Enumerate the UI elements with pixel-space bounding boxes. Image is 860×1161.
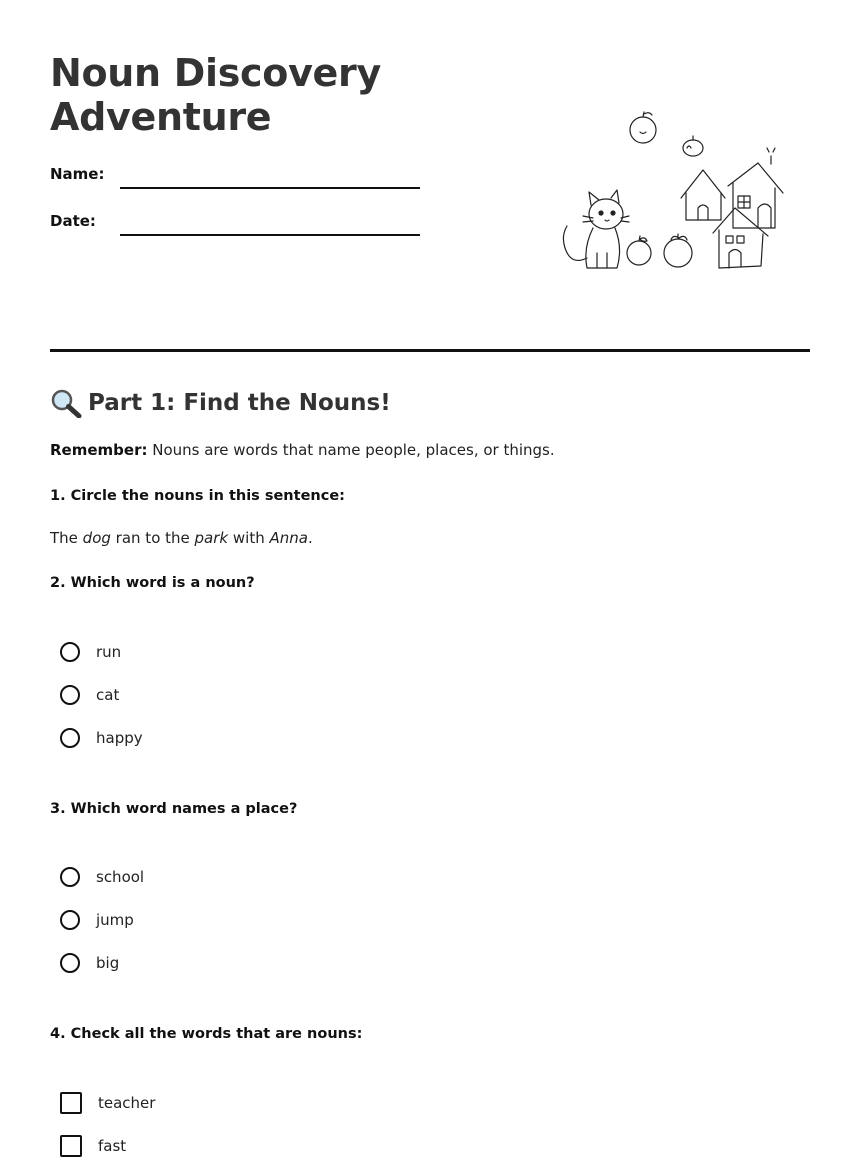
part1-heading bbox=[50, 388, 391, 418]
sentence-word-park[interactable]: park bbox=[194, 529, 229, 547]
remember-label: Remember: bbox=[50, 441, 148, 459]
question-2-option-happy[interactable] bbox=[60, 725, 143, 751]
question-3-title: 3. Which word names a place? bbox=[50, 801, 298, 817]
question-2-option-cat[interactable] bbox=[60, 682, 119, 708]
question-4-title: 4. Check all the words that are nouns: bbox=[50, 1026, 363, 1042]
name-field-line[interactable] bbox=[120, 187, 420, 189]
option-label: happy bbox=[96, 729, 143, 747]
apple-icon bbox=[627, 236, 651, 265]
checkbox[interactable] bbox=[60, 1135, 82, 1157]
house-icon bbox=[681, 170, 725, 220]
cat-icon bbox=[563, 190, 629, 268]
sentence-word: with bbox=[228, 529, 270, 547]
date-label: Date: bbox=[50, 212, 96, 230]
date-field-line[interactable] bbox=[120, 234, 420, 236]
sentence-word: ran to the bbox=[110, 529, 195, 547]
radio-button[interactable] bbox=[60, 642, 80, 662]
title-line-2: Adventure bbox=[50, 95, 272, 139]
question-3-option-big[interactable] bbox=[60, 950, 119, 976]
option-label: teacher bbox=[98, 1094, 156, 1112]
radio-button[interactable] bbox=[60, 953, 80, 973]
option-label: cat bbox=[96, 686, 120, 704]
question-2-title: 2. Which word is a noun? bbox=[50, 575, 255, 591]
question-1-sentence bbox=[50, 529, 313, 547]
question-2-option-run[interactable] bbox=[60, 639, 121, 665]
sentence-word: . bbox=[307, 529, 313, 547]
apple-icon bbox=[683, 136, 703, 156]
question-3-option-school[interactable] bbox=[60, 864, 144, 890]
option-label: big bbox=[96, 954, 120, 972]
option-label: fast bbox=[98, 1137, 127, 1155]
apple-icon bbox=[664, 234, 692, 267]
apple-icon bbox=[630, 112, 656, 143]
sentence-word-dog[interactable]: dog bbox=[82, 529, 111, 547]
checkbox[interactable] bbox=[60, 1092, 82, 1114]
option-label: jump bbox=[96, 911, 134, 929]
option-label: run bbox=[96, 643, 122, 661]
radio-button[interactable] bbox=[60, 685, 80, 705]
question-3-option-jump[interactable] bbox=[60, 907, 134, 933]
sentence-word: The bbox=[50, 529, 83, 547]
name-label: Name: bbox=[50, 165, 105, 183]
question-1-title: 1. Circle the nouns in this sentence: bbox=[50, 488, 345, 504]
section-divider bbox=[50, 349, 810, 352]
option-label: school bbox=[96, 868, 145, 886]
question-4-option-teacher[interactable] bbox=[60, 1090, 155, 1116]
cat-apples-houses-illustration bbox=[553, 108, 793, 278]
magnifying-glass-icon bbox=[50, 388, 82, 418]
page-title bbox=[50, 51, 530, 139]
sentence-word-anna[interactable]: Anna bbox=[269, 529, 308, 547]
house-icon bbox=[728, 148, 783, 228]
part1-heading-text: Part 1: Find the Nouns! bbox=[88, 390, 391, 416]
remember-text: Nouns are words that name people, places, or things. bbox=[152, 441, 555, 459]
title-line-1: Noun Discovery bbox=[50, 51, 381, 95]
radio-button[interactable] bbox=[60, 910, 80, 930]
remember-note bbox=[50, 441, 555, 459]
radio-button[interactable] bbox=[60, 867, 80, 887]
question-4-option-fast[interactable] bbox=[60, 1133, 126, 1159]
radio-button[interactable] bbox=[60, 728, 80, 748]
